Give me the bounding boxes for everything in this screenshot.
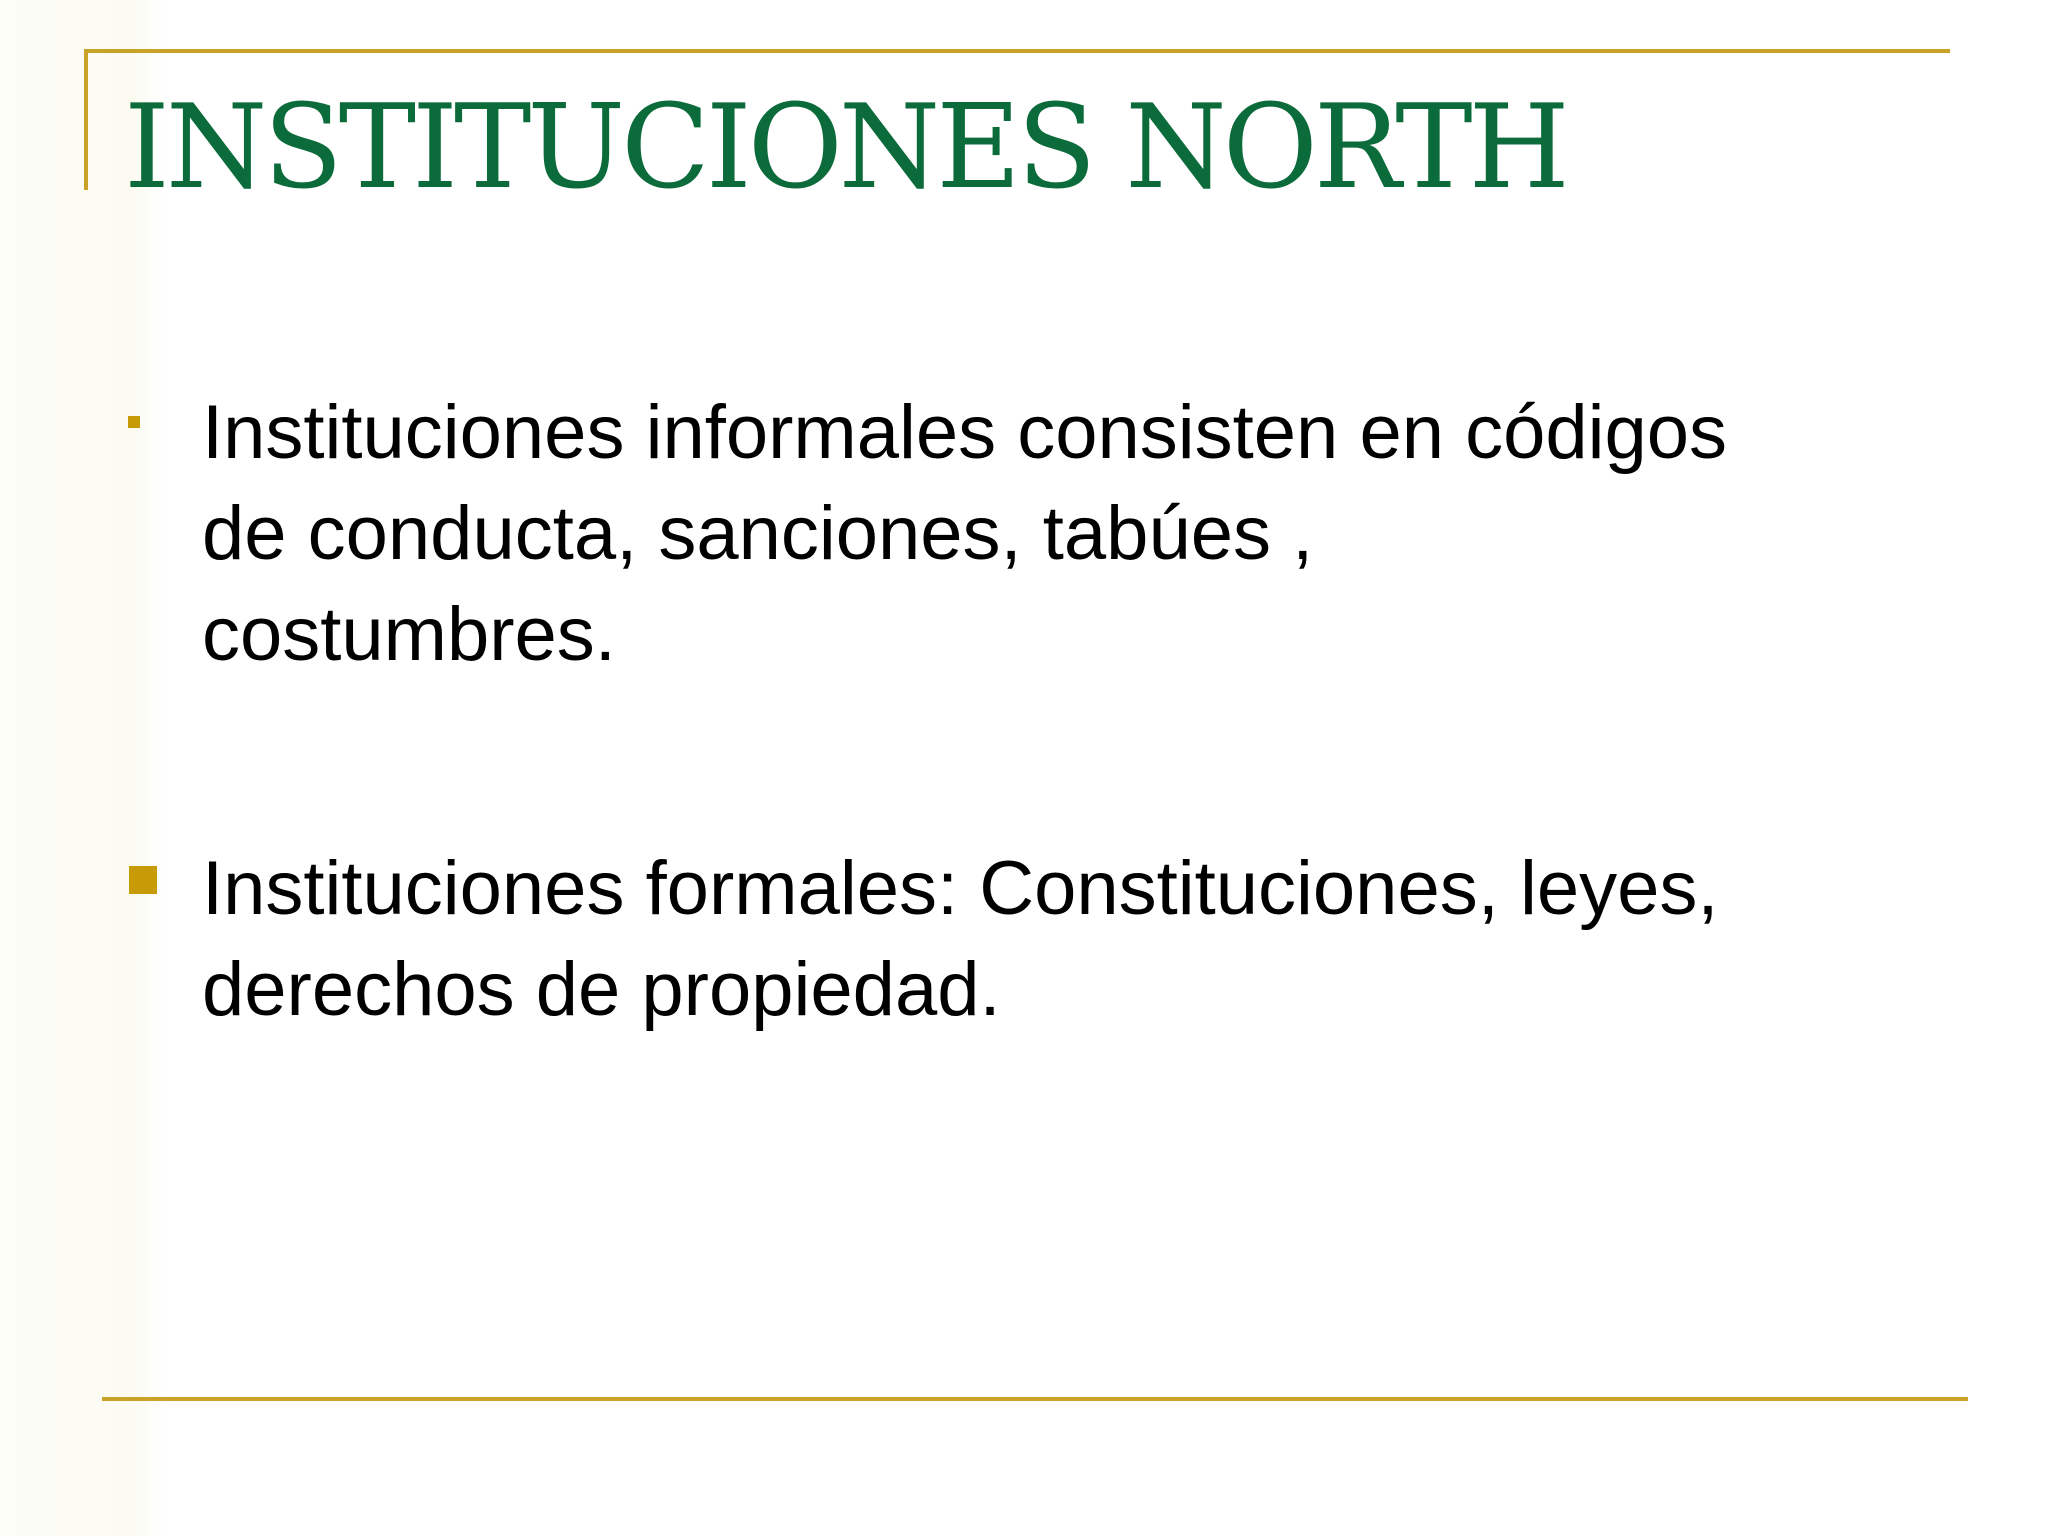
bullet-text-formal: Instituciones formales: Constituciones, leyes, derechos de propiedad. — [202, 846, 1719, 1032]
slide-title: INSTITUCIONES NORTH — [124, 80, 1566, 215]
bullet-text-informal: Instituciones informales consisten en códigos de conducta, sanciones, tabúes , costumbres. — [202, 390, 1728, 677]
square-bullet-icon — [129, 866, 157, 894]
square-bullet-icon — [128, 416, 140, 428]
bottom-divider-line — [102, 1397, 1968, 1401]
